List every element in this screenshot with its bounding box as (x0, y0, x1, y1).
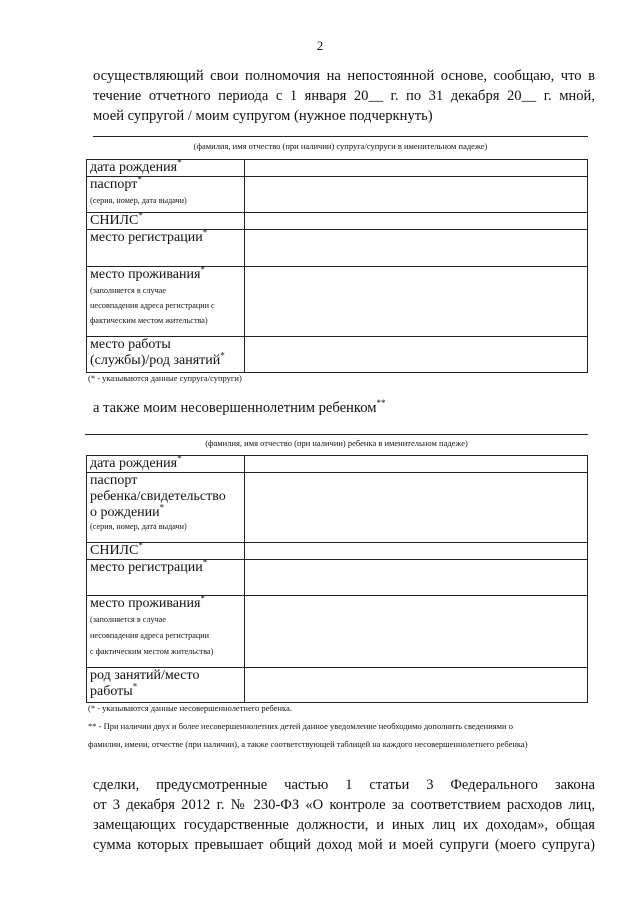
spouse-snils-label: СНИЛС* (87, 213, 245, 230)
child-residence-label: место проживания* (заполняется в случае несовпадения адреса регистрации с фактическим местом жительства) (87, 596, 245, 668)
child-name-caption: (фамилия, имя отчество (при наличии) ребенка в именительном падеже) (205, 438, 468, 448)
spouse-residence-value[interactable] (244, 267, 587, 337)
child-heading: а также моим несовершеннолетним ребенком** (93, 398, 386, 416)
spouse-passport-label: паспорт* (серия, номер, дата выдачи) (87, 177, 245, 213)
child-work-value[interactable] (244, 668, 587, 703)
child-passport-label: паспорт ребенка/свидетельство о рождении* (серия, номер, дата выдачи) (87, 473, 245, 543)
spouse-residence-label: место проживания* (заполняется в случае несовпадения адреса регистрации с фактическим местом жительства) (87, 267, 245, 337)
spouse-name-line[interactable] (93, 136, 588, 137)
intro-paragraph (93, 66, 595, 126)
child-table (86, 455, 588, 703)
child-name-line[interactable] (85, 434, 588, 435)
child-snils-label: СНИЛС* (87, 543, 245, 560)
intro-line-1: осуществляющий свои полномочия на непостоянной основе, сообщаю, что в (93, 68, 595, 84)
spouse-passport-value[interactable] (244, 177, 587, 213)
closing-line-2: от 3 декабря 2012 г. № 230-ФЗ «О контроле за соответствием расходов лиц, (93, 797, 595, 813)
child-registration-label: место регистрации* (87, 560, 245, 596)
spouse-work-label: место работы (службы)/род занятий* (87, 337, 245, 373)
child-birth-value[interactable] (244, 456, 587, 473)
intro-line-3: моей супругой / моим супругом (нужное подчеркнуть) (93, 108, 433, 124)
closing-paragraph (93, 775, 595, 855)
child-work-label: род занятий/место работы* (87, 668, 245, 703)
spouse-footnote: (* - указываются данные супруга/супруги) (88, 373, 242, 383)
page-number: 2 (316, 38, 324, 53)
spouse-table (86, 159, 588, 373)
closing-line-1: сделки, предусмотренные частью 1 статьи 3 Федерального закона (93, 777, 595, 793)
child-birth-label: дата рождения* (87, 456, 245, 473)
spouse-snils-value[interactable] (244, 213, 587, 230)
spouse-registration-label: место регистрации* (87, 230, 245, 267)
intro-line-2: течение отчетного периода с 1 января 20__ г. по 31 декабря 20__ г. мной, (93, 88, 595, 104)
child-residence-value[interactable] (244, 596, 587, 668)
spouse-work-value[interactable] (244, 337, 587, 373)
closing-line-4: сумма которых превышает общий доход мой и моей супруги (моего супруга) (93, 837, 595, 853)
child-snils-value[interactable] (244, 543, 587, 560)
child-footnote-3: фамилии, имени, отчестве (при наличии), а также соответствующей таблицей на каждого несовершеннолетнего ребенка) (88, 739, 528, 749)
child-registration-value[interactable] (244, 560, 587, 596)
child-passport-value[interactable] (244, 473, 587, 543)
child-footnote-1: (* - указываются данные несовершеннолетнего ребенка. (88, 703, 292, 713)
child-footnote-2: ** - При наличии двух и более несовершеннолетних детей данное уведомление необходимо дополнить сведениями о (88, 721, 513, 731)
closing-line-3: замещающих государственные должности, и иных лиц их доходам», общая (93, 817, 595, 833)
spouse-birth-value[interactable] (244, 160, 587, 177)
spouse-birth-label: дата рождения* (87, 160, 245, 177)
spouse-registration-value[interactable] (244, 230, 587, 267)
spouse-name-caption: (фамилия, имя отчество (при наличии) супруга/супруги в именительном падеже) (193, 141, 488, 151)
